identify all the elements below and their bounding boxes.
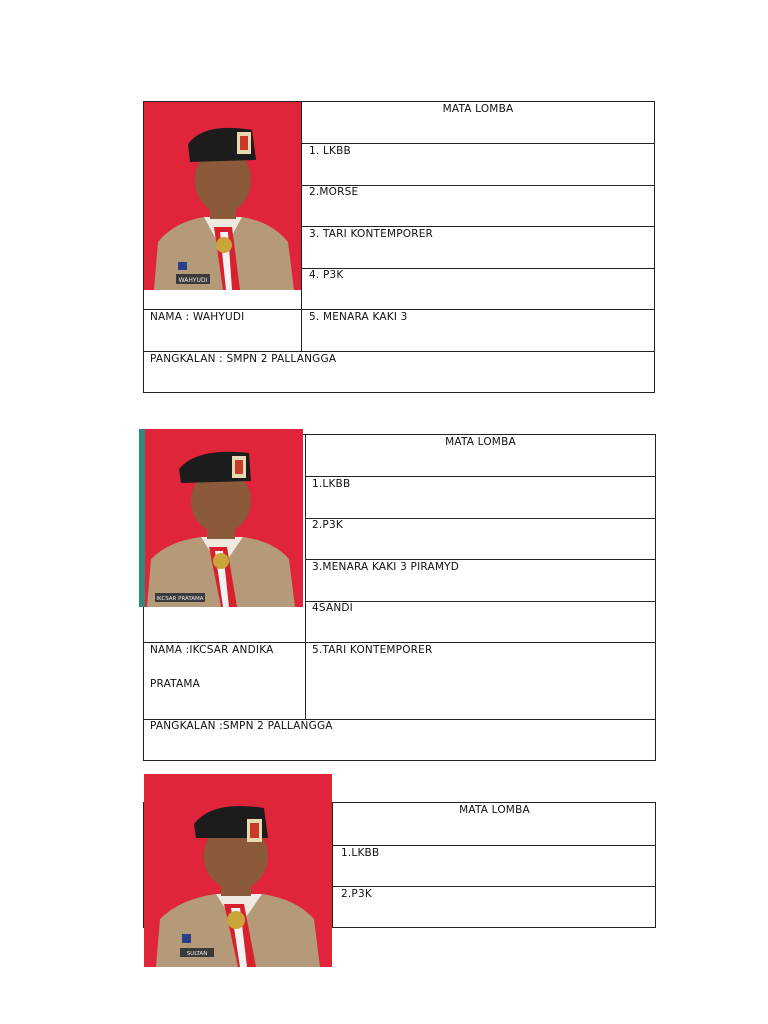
- mata-lomba-header-1: MATA LOMBA: [442, 103, 514, 115]
- pangkalan-1: PANGKALAN : SMPN 2 PALLANGGA: [150, 353, 337, 365]
- participant-photo-1: [144, 102, 302, 290]
- event-item: 3.MENARA KAKI 3 PIRAMYD: [312, 561, 460, 573]
- event-item: 3. TARI KONTEMPORER: [309, 228, 434, 240]
- name-badge-1: WAHYUDI: [178, 277, 208, 284]
- event-item: 1.LKBB: [312, 478, 351, 490]
- name-badge-3: SULTAN: [186, 951, 208, 957]
- event-item: 5. MENARA KAKI 3: [309, 311, 408, 323]
- event-item: 2.MORSE: [309, 186, 359, 198]
- name-badge-2: IKCSAR PRATAMA: [156, 596, 204, 602]
- participant-card-1: [143, 101, 655, 393]
- participant-photo-3: [144, 774, 332, 967]
- participant-name-1: NAMA : WAHYUDI: [150, 311, 245, 323]
- mata-lomba-header-3: MATA LOMBA: [459, 804, 530, 816]
- event-item: 1.LKBB: [341, 847, 380, 859]
- participant-photo-2: [139, 429, 303, 607]
- participant-name-2: NAMA :IKCSAR ANDIKA: [150, 644, 274, 656]
- participant-name-2-cont: PRATAMA: [150, 678, 200, 690]
- event-item: 5.TARI KONTEMPORER: [312, 644, 433, 656]
- event-item: 4SANDI: [312, 602, 353, 614]
- event-item: 2.P3K: [341, 888, 372, 900]
- pangkalan-2: PANGKALAN :SMPN 2 PALLANGGA: [150, 720, 333, 732]
- event-item: 1. LKBB: [309, 145, 351, 157]
- event-item: 2.P3K: [312, 519, 343, 531]
- event-item: 4. P3K: [309, 269, 344, 281]
- mata-lomba-header-2: MATA LOMBA: [445, 436, 516, 448]
